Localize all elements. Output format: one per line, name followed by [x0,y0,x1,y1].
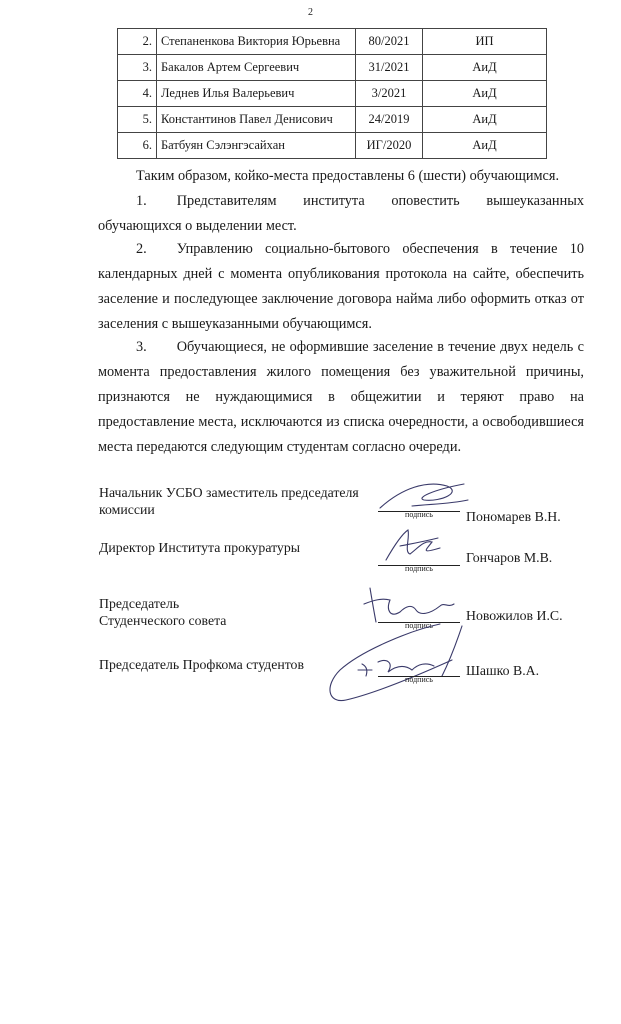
signature-4 [322,620,472,710]
signatory-title [99,656,304,673]
table-row [118,55,547,81]
signatory-name: Шашко В.А. [466,663,540,678]
item-number: 1. [136,193,147,209]
signature-caption: подпись [405,564,433,573]
signature-1 [372,478,472,514]
institute: АиД [423,81,547,107]
document-number: 3/2021 [356,81,423,107]
student-name: Бакалов Артем Сергеевич [157,55,356,81]
table-row [118,107,547,133]
signatory-name: Гончаров М.В. [466,550,553,565]
item-line: признаются не нуждающимися в общежитии и теряют право на [98,389,584,405]
student-name: Константинов Павел Денисович [157,107,356,133]
document-number: 31/2021 [356,55,423,81]
signatory-title-line: Председатель [99,596,180,611]
signatory-title [99,484,359,518]
document-number: 80/2021 [356,29,423,55]
table-row [118,81,547,107]
item-1 [98,189,584,239]
signatory-name: Новожилов И.С. [466,608,563,623]
item-line: заселения с вышеуказанными обучающимся. [98,316,372,332]
item-line: предоставление места, исключаются из списка очередности, а освободившиеся [98,414,584,430]
item-first-line: Обучающиеся, не оформившие заселение в течение двух недель с [176,339,584,355]
institute: АиД [423,133,547,159]
table-row [118,133,547,159]
item-number: 2. [136,241,147,257]
row-number: 6. [118,133,157,159]
institute: АиД [423,107,547,133]
row-number: 5. [118,107,157,133]
summary-text: Таким образом, койко-места предоставлены 6 (шести) обучающимся. [136,168,560,184]
signatory-title-line: Председатель Профкома студентов [99,657,304,672]
item-first-line: Управлению социально-бытового обеспечения в течение 10 [176,241,584,257]
signatory-title [99,595,226,629]
item-3 [98,335,584,460]
item-line: момента предоставления жилого помещения без уважительной причины, [98,364,584,380]
row-number: 4. [118,81,157,107]
student-name: Леднев Илья Валерьевич [157,81,356,107]
signature-caption: подпись [405,510,433,519]
students-table [117,28,547,159]
signatory-title-line: Начальник УСБО заместитель председателя [99,485,359,500]
signatory-title-line: комиссии [99,502,155,517]
signature-caption: подпись [405,675,433,684]
signature-caption: подпись [405,621,433,630]
signatory-title [99,539,300,556]
signatory-name: Пономарев В.Н. [466,509,561,524]
signature-2 [380,524,450,566]
table-row [118,29,547,55]
signatory-title-line: Директор Института прокуратуры [99,540,300,555]
page-number: 2 [308,7,313,18]
item-line: места передаются следующим студентам согласно очереди. [98,439,462,455]
item-2 [98,237,584,337]
student-name: Степаненкова Виктория Юрьевна [157,29,356,55]
student-name: Батбуян Сэлэнгэсайхан [157,133,356,159]
item-line: календарных дней с момента опубликования протокола на сайте, обеспечить [98,266,584,282]
item-number: 3. [136,339,147,355]
institute: АиД [423,55,547,81]
row-number: 3. [118,55,157,81]
signatory-title-line: Студенческого совета [99,613,227,628]
document-number: 24/2019 [356,107,423,133]
item-line: обучающихся о выделении мест. [98,218,297,234]
item-line: заселение и последующее заключение договора найма либо оформить отказ от [98,291,584,307]
row-number: 2. [118,29,157,55]
institute: ИП [423,29,547,55]
item-first-line: Представителям института оповестить вышеуказанных [176,193,584,209]
document-number: ИГ/2020 [356,133,423,159]
